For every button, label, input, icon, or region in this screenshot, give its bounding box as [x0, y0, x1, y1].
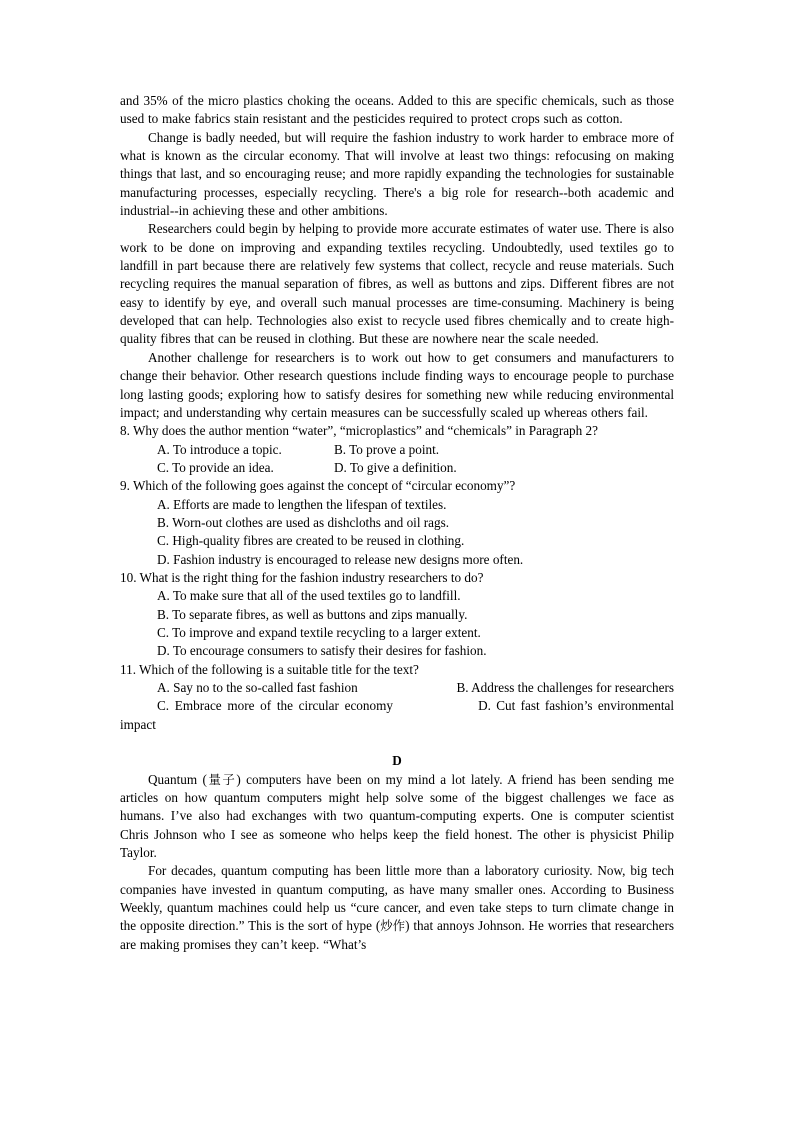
question-10-option-b[interactable]: B. To separate fibres, as well as buttons and zips manually. — [157, 606, 468, 622]
question-9-stem: 9. Which of the following goes against the concept of “circular economy”? — [120, 478, 516, 494]
question-8-row-2 — [120, 459, 674, 477]
question-11-row-2 — [120, 697, 674, 715]
section-d-p1-cjk-term: 量子 — [206, 771, 237, 787]
question-11-option-d[interactable]: D. Cut fast fashion’s environmental — [478, 698, 674, 714]
question-10-stem: 10. What is the right thing for the fashion industry researchers to do? — [120, 569, 484, 585]
question-11-option-a[interactable]: A. Say no to the so-called fast fashion — [157, 680, 358, 695]
question-11-row-1 — [120, 679, 674, 697]
question-9-option-b[interactable]: B. Worn-out clothes are used as dishcloths and oil rags. — [157, 514, 450, 530]
question-10-option-c[interactable]: C. To improve and expand textile recycling to a larger extent. — [157, 624, 481, 640]
question-10-option-a[interactable]: A. To make sure that all of the used textiles go to landfill. — [157, 588, 461, 604]
paragraph-1: and 35% of the micro plastics choking the oceans. Added to this are specific chemicals, such as those used to make fabrics stain resistant and the pesticides required to protect crops such as cotton. — [120, 93, 674, 127]
question-11-option-d-overflow: impact — [120, 716, 156, 732]
question-8-stem: 8. Why does the author mention “water”, “microplastics” and “chemicals” in Paragraph 2? — [120, 423, 598, 439]
section-d-paragraph-2 — [120, 862, 674, 954]
section-d-paragraph-1 — [120, 771, 674, 863]
spacer-before-section-d — [120, 734, 674, 752]
question-10-option-d[interactable]: D. To encourage consumers to satisfy their desires for fashion. — [157, 643, 487, 659]
paragraph-3: Researchers could begin by helping to provide more accurate estimates of water use. There is also work to be done on improving and expanding textiles recycling. Undoubtedly, used textiles go to landfill in part because there are relatively few systems that collect, recycle and reuse materials. Such recycling requires the manual separation of fibres, as well as buttons and zips. Different fibres are not easy to identify by eye, and overall such manual processes are time-consuming. Machinery is being developed that can help. Technologies also exist to recycle used fibres chemically and to create high-quality fibres that can be reused in clothing. But these are nowhere near the scale needed. — [120, 221, 674, 347]
section-d-p2-text-before: For decades, quantum computing has been little more than a laboratory curiosity. Now, big tech companies have invested in quantum computing, as have many smaller ones. According to Business Weekly, quantum machines could help us “cure cancer, and even take steps to turn climate change in the opposite direction.” This is the sort of hype ( — [120, 863, 674, 934]
section-d-heading: D — [392, 753, 402, 769]
question-8-option-c[interactable]: C. To provide an idea. — [157, 459, 274, 475]
paragraph-4: Another challenge for researchers is to work out how to get consumers and manufacturers to change their behavior. Other research questions include finding ways to encourage people to purchase long lasting goods; exploring how to satisfy desires for something new while reducing environmental impact; and understanding why certain measures can be successfully scaled up whereas others fail. — [120, 349, 674, 420]
question-11-option-c[interactable]: C. Embrace more of the circular economy — [157, 698, 393, 714]
question-11-stem: 11. Which of the following is a suitable title for the text? — [120, 661, 419, 677]
section-d-p2-cjk-term: 炒作 — [380, 918, 406, 934]
question-9-option-a[interactable]: A. Efforts are made to lengthen the lifespan of textiles. — [157, 496, 447, 512]
question-8-option-a[interactable]: A. To introduce a topic. — [157, 441, 282, 457]
section-d-p1-text-before: Quantum ( — [148, 771, 207, 787]
question-9-option-c[interactable]: C. High-quality fibres are created to be reused in clothing. — [157, 533, 465, 549]
question-11-option-b[interactable]: B. Address the challenges for researchers — [456, 680, 674, 695]
question-8-row-1 — [120, 441, 674, 459]
question-8-option-d[interactable]: D. To give a definition. — [334, 459, 457, 475]
paragraph-2: Change is badly needed, but will require the fashion industry to work harder to embrace more of what is known as the circular economy. That will involve at least two things: refocusing on making things that last, and so encouraging reuse; and more rapidly expanding the technologies for sustainable manufacturing processes, especially recycling. There's a big role for research--both academic and industrial--in achieving these and other ambitions. — [120, 129, 674, 219]
page-content — [120, 92, 674, 954]
question-8-option-b[interactable]: B. To prove a point. — [334, 441, 440, 457]
question-9-option-d[interactable]: D. Fashion industry is encouraged to release new designs more often. — [157, 551, 524, 567]
section-d-p1-text-after: ) computers have been on my mind a lot lately. A friend has been sending me articles on how quantum computers might help solve some of the biggest challenges we face as humans. I’ve also had exchanges with two quantum-computing experts. One is computer scientist Chris Johnson who I see as someone who helps keep the field honest. The other is physicist Philip Taylor. — [120, 771, 674, 861]
section-d-p2-text-after: ) that annoys Johnson. He worries that researchers are making promises they can’t keep. “What’s — [120, 918, 674, 952]
